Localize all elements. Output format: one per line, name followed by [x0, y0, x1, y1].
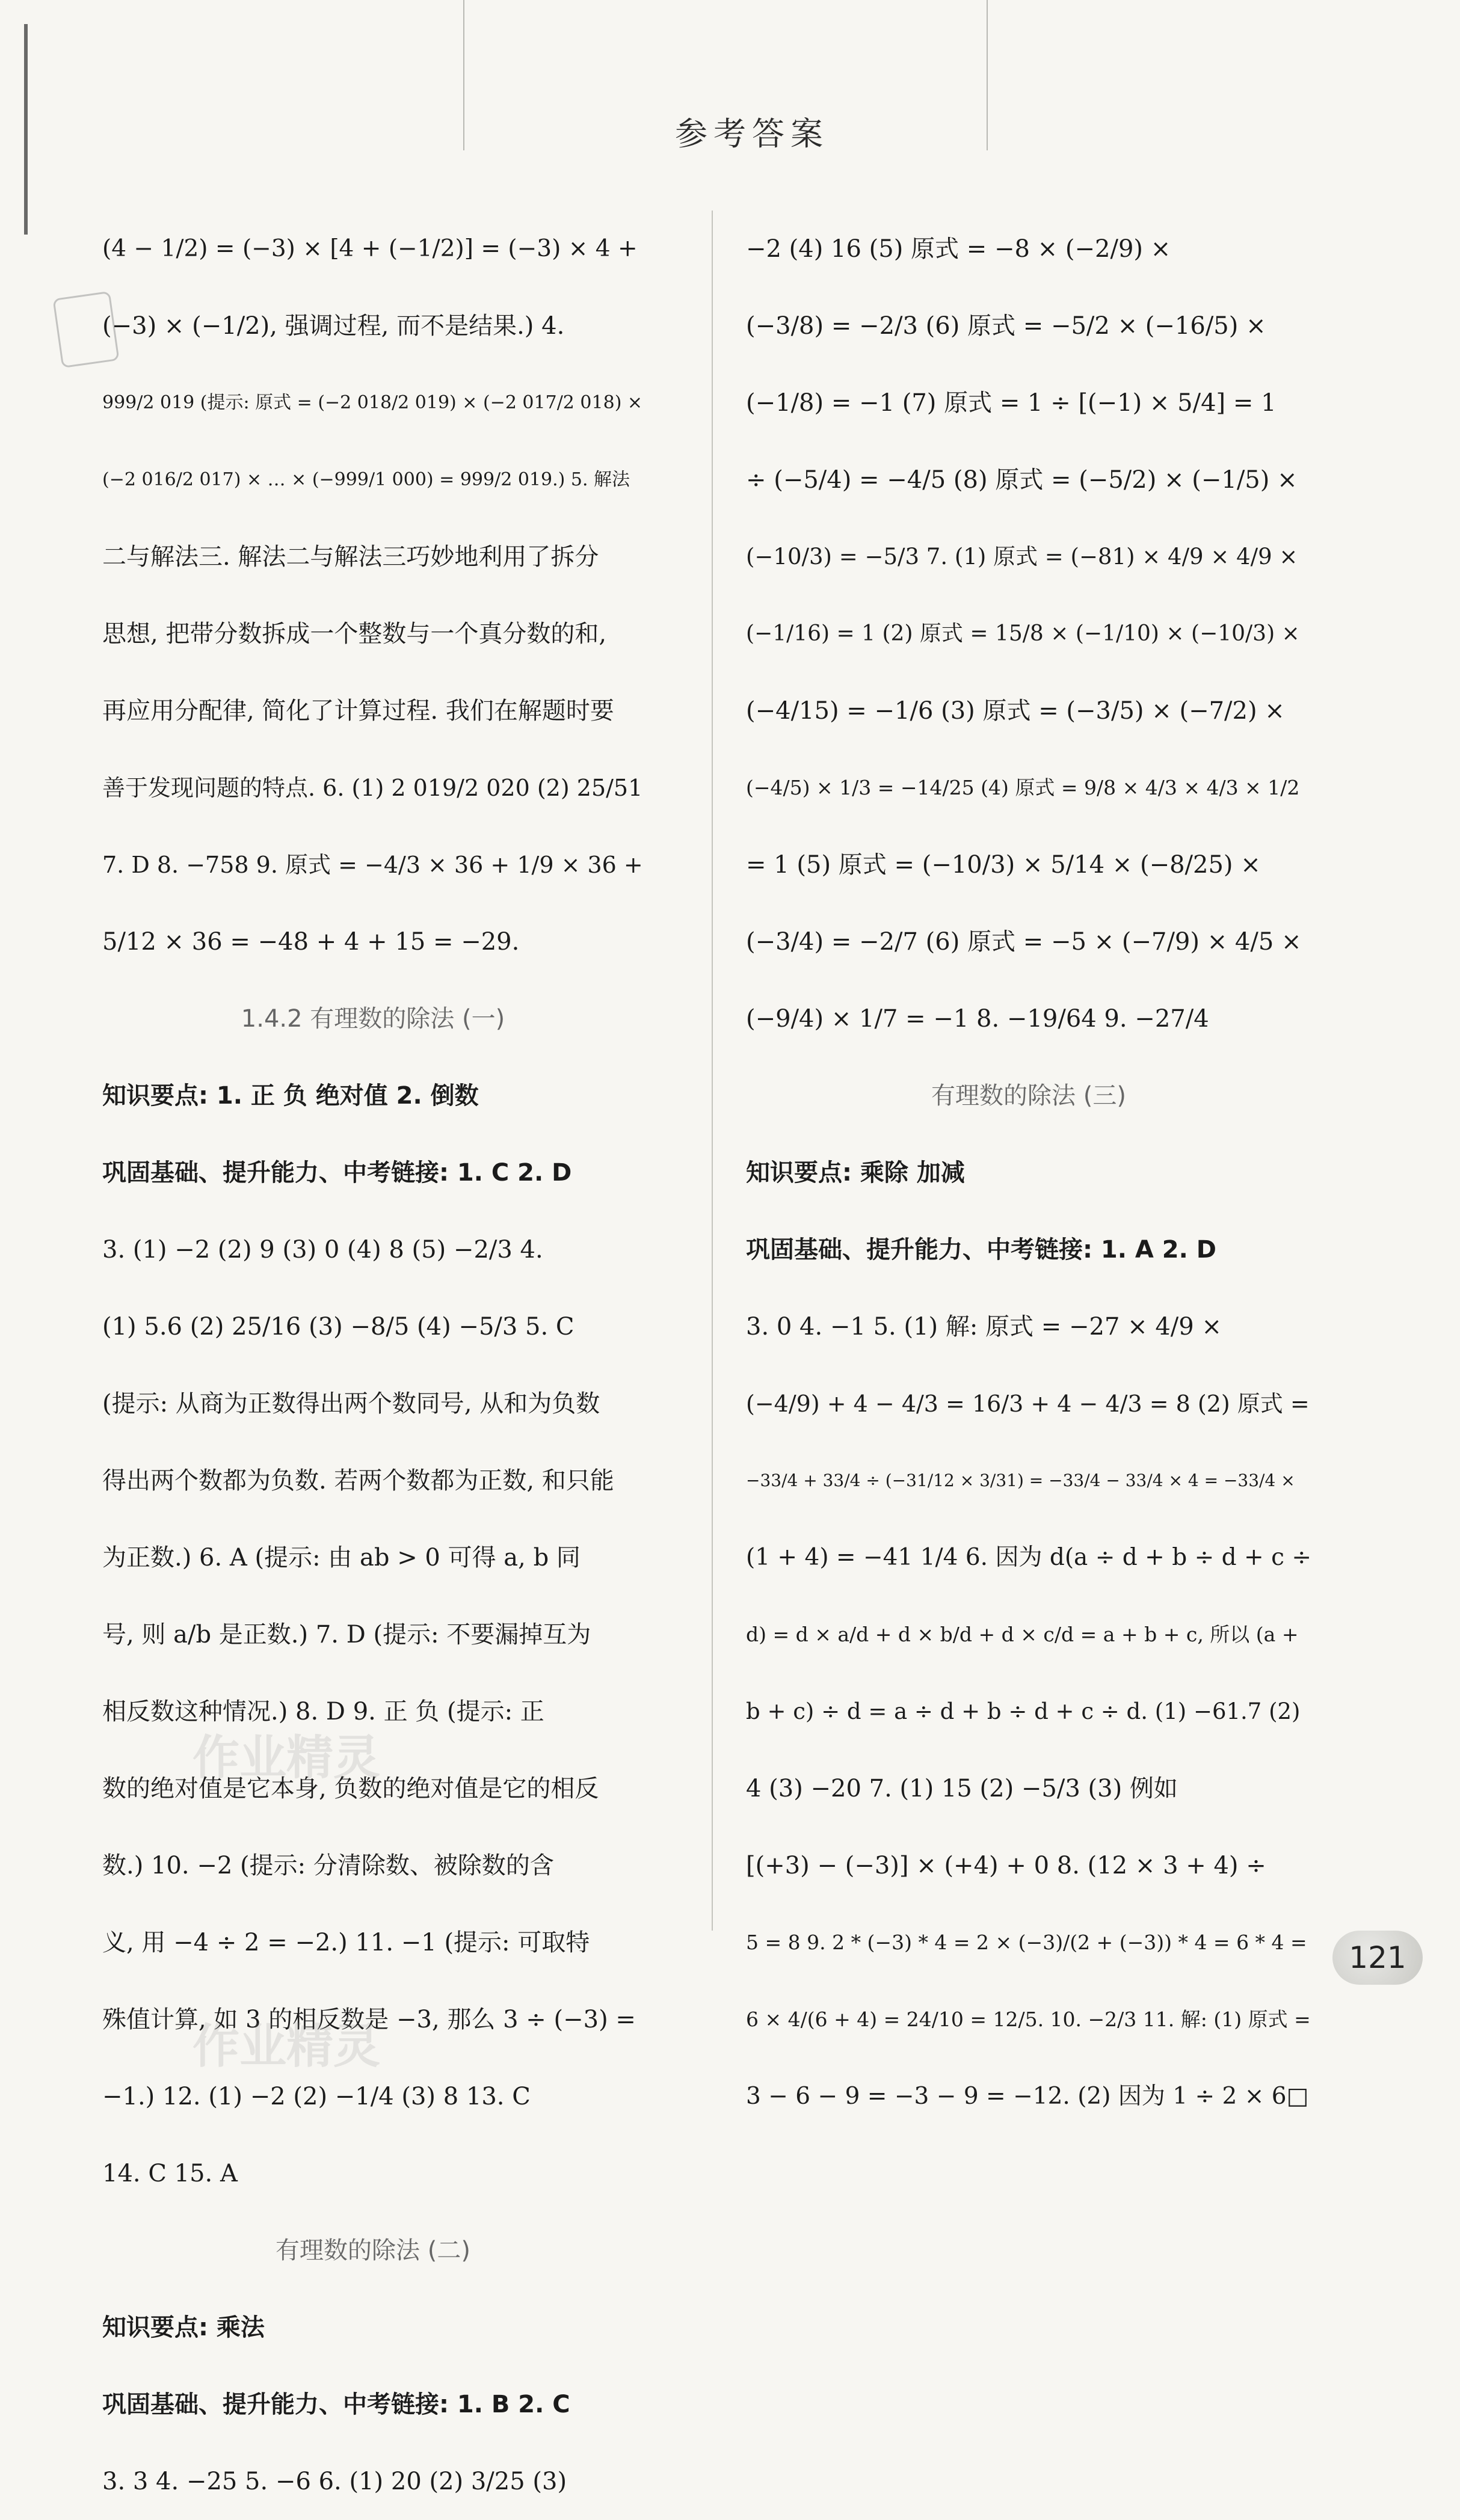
answer-line: (−3) × (−1/2), 强调过程, 而不是结果.) 4. [102, 312, 565, 340]
answer-line: 5/12 × 36 = −48 + 4 + 15 = −29. [102, 928, 520, 956]
answer-line: 3. 0 4. −1 5. (1) 解: 原式 = −27 × 4/9 × [746, 1313, 1222, 1341]
answer-line: (1 + 4) = −41 1/4 6. 因为 d(a ÷ d + b ÷ d + c ÷ [746, 1544, 1311, 1571]
answer-line: 数.) 10. −2 (提示: 分清除数、被除数的含 [102, 1852, 554, 1879]
answer-line: (−3/8) = −2/3 (6) 原式 = −5/2 × (−16/5) × [746, 312, 1266, 340]
answer-line: (−1/16) = 1 (2) 原式 = 15/8 × (−1/10) × (−10/3) × [746, 621, 1300, 646]
answer-line: 号, 则 a/b 是正数.) 7. D (提示: 不要漏掉互为 [102, 1621, 591, 1649]
answer-line: 999/2 019 (提示: 原式 = (−2 018/2 019) × (−2 017/2 018) × [102, 392, 643, 413]
page-number: 121 [1332, 1931, 1423, 1985]
answer-line: −33/4 + 33/4 ÷ (−31/12 × 3/31) = −33/4 − 33/4 × 4 = −33/4 × [746, 1471, 1295, 1490]
answer-line: 巩固基础、提升能力、中考链接: 1. C 2. D [102, 1159, 572, 1187]
section-heading: 有理数的除法 (三) [931, 1082, 1126, 1110]
answer-line: (−2 016/2 017) × … × (−999/1 000) = 999/2 019.) 5. 解法 [102, 469, 630, 490]
section-heading: 1.4.2 有理数的除法 (一) [241, 1005, 505, 1033]
answer-line: (−1/8) = −1 (7) 原式 = 1 ÷ [(−1) × 5/4] = 1 [746, 389, 1277, 417]
answer-line: −2 (4) 16 (5) 原式 = −8 × (−2/9) × [746, 235, 1171, 263]
answer-line: −1.) 12. (1) −2 (2) −1/4 (3) 8 13. C [102, 2083, 531, 2110]
answer-line: (−9/4) × 1/7 = −1 8. −19/64 9. −27/4 [746, 1005, 1209, 1033]
watermark-logo: 作业精灵 [193, 1731, 381, 1785]
answer-line: 二与解法三. 解法二与解法三巧妙地利用了拆分 [102, 543, 599, 571]
answer-line: 知识要点: 乘除 加减 [746, 1159, 965, 1187]
binding-mark [24, 24, 28, 235]
answer-line: 知识要点: 1. 正 负 绝对值 2. 倒数 [102, 1082, 479, 1110]
answer-line: 14. C 15. A [102, 2160, 238, 2187]
answer-line: (−3/4) = −2/7 (6) 原式 = −5 × (−7/9) × 4/5 × [746, 928, 1302, 956]
answer-line: b + c) ÷ d = a ÷ d + b ÷ d + c ÷ d. (1) −61.7 (2) [746, 1698, 1301, 1724]
answer-line: 3. (1) −2 (2) 9 (3) 0 (4) 8 (5) −2/3 4. [102, 1236, 543, 1264]
answer-line: (4 − 1/2) = (−3) × [4 + (−1/2)] = (−3) × 4 + [102, 235, 638, 262]
answer-line: ÷ (−5/4) = −4/5 (8) 原式 = (−5/2) × (−1/5) × [746, 466, 1298, 494]
answer-line: 数的绝对值是它本身, 负数的绝对值是它的相反 [102, 1775, 599, 1802]
answer-line: 得出两个数都为负数. 若两个数都为正数, 和只能 [102, 1467, 614, 1495]
answer-line: 知识要点: 乘法 [102, 2314, 265, 2341]
answer-line: d) = d × a/d + d × b/d + d × c/d = a + b + c, 所以 (a + [746, 1623, 1299, 1646]
watermark-logo: 作业精灵 [193, 2020, 381, 2074]
header-rule-left [463, 0, 464, 150]
answer-line: (提示: 从商为正数得出两个数同号, 从和为负数 [102, 1390, 600, 1418]
column-divider [712, 211, 713, 1931]
answer-line: 5 = 8 9. 2 * (−3) * 4 = 2 × (−3)/(2 + (−3)) * 4 = 6 * 4 = [746, 1931, 1307, 1954]
answer-line: = 1 (5) 原式 = (−10/3) × 5/14 × (−8/25) × [746, 851, 1261, 879]
answer-line: (−4/5) × 1/3 = −14/25 (4) 原式 = 9/8 × 4/3 × 4/3 × 1/2 [746, 776, 1300, 799]
left-column [102, 211, 644, 2520]
answer-line: 再应用分配律, 简化了计算过程. 我们在解题时要 [102, 697, 614, 725]
answer-line: 巩固基础、提升能力、中考链接: 1. A 2. D [746, 1236, 1216, 1264]
answer-line: 巩固基础、提升能力、中考链接: 1. B 2. C [102, 2391, 570, 2418]
header-rule-right [987, 0, 988, 150]
answer-line: 相反数这种情况.) 8. D 9. 正 负 (提示: 正 [102, 1698, 544, 1726]
page-header: 参考答案 [675, 115, 829, 153]
answer-line: 义, 用 −4 ÷ 2 = −2.) 11. −1 (提示: 可取特 [102, 1929, 590, 1956]
answer-line: 3. 3 4. −25 5. −6 6. (1) 20 (2) 3/25 (3) [102, 2468, 567, 2495]
answer-line: (−10/3) = −5/3 7. (1) 原式 = (−81) × 4/9 × 4/9 × [746, 544, 1298, 570]
right-column [746, 211, 1311, 2135]
answer-line: 思想, 把带分数拆成一个整数与一个真分数的和, [102, 620, 607, 648]
section-heading: 有理数的除法 (二) [276, 2237, 470, 2264]
answer-line: 3 − 6 − 9 = −3 − 9 = −12. (2) 因为 1 ÷ 2 × 6□ [746, 2083, 1309, 2110]
answer-line: 为正数.) 6. A (提示: 由 ab > 0 可得 a, b 同 [102, 1544, 581, 1572]
answer-line: 6 × 4/(6 + 4) = 24/10 = 12/5. 10. −2/3 11. 解: (1) 原式 = [746, 2008, 1311, 2031]
answer-line: 7. D 8. −758 9. 原式 = −4/3 × 36 + 1/9 × 36 + [102, 852, 643, 878]
answer-line: (1) 5.6 (2) 25/16 (3) −8/5 (4) −5/3 5. C [102, 1313, 574, 1341]
answer-line: 4 (3) −20 7. (1) 15 (2) −5/3 (3) 例如 [746, 1775, 1178, 1802]
answer-line: (−4/15) = −1/6 (3) 原式 = (−3/5) × (−7/2) × [746, 697, 1285, 725]
answer-line: (−4/9) + 4 − 4/3 = 16/3 + 4 − 4/3 = 8 (2) 原式 = [746, 1391, 1310, 1417]
answer-line: [(+3) − (−3)] × (+4) + 0 8. (12 × 3 + 4) ÷ [746, 1852, 1266, 1879]
answer-line: 善于发现问题的特点. 6. (1) 2 019/2 020 (2) 25/51 [102, 775, 643, 801]
answer-line: 殊值计算, 如 3 的相反数是 −3, 那么 3 ÷ (−3) = [102, 2006, 636, 2033]
